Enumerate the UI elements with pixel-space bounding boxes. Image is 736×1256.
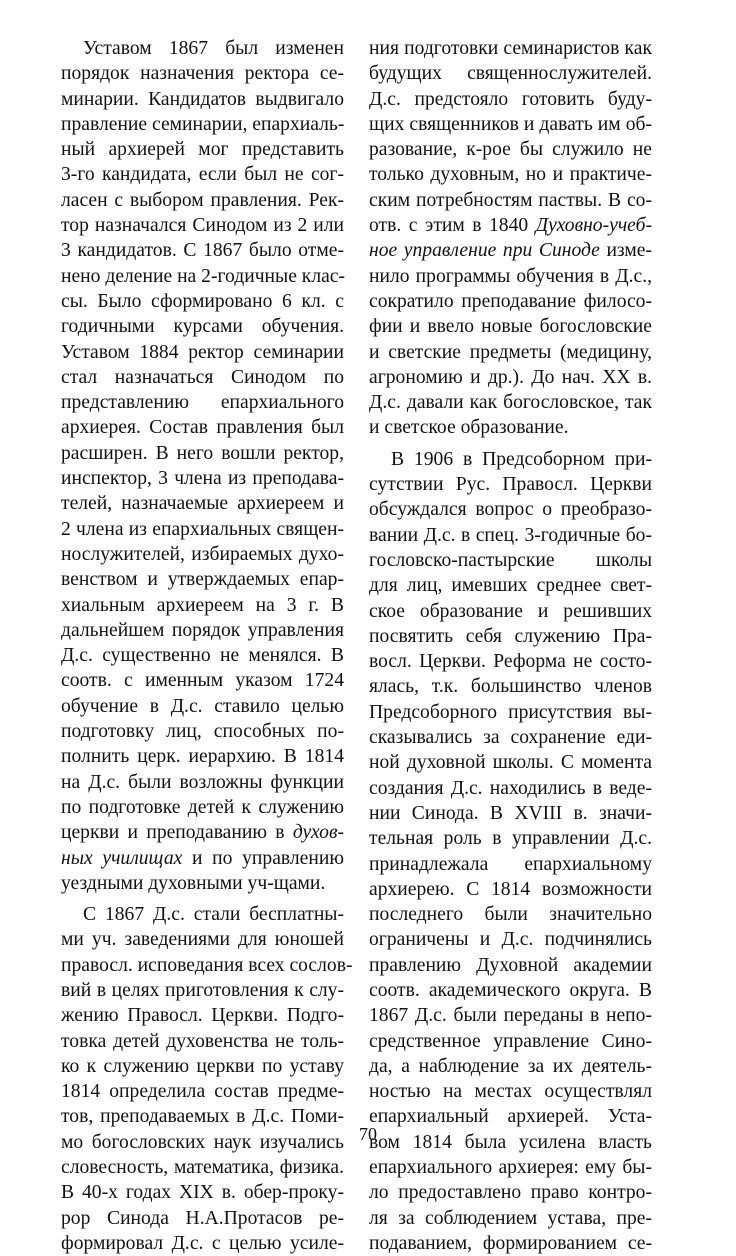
text-line: [369, 238, 652, 263]
text-line: [369, 1180, 652, 1205]
text-span: архиерея. Состав правления был: [61, 417, 344, 439]
text-span: ло предоставлено право контро-: [369, 1182, 652, 1204]
text-line: [61, 314, 344, 339]
text-line: [61, 365, 344, 390]
text-span: правосл. исповедания всех сослов-: [61, 954, 353, 976]
text-span: нии Синода. В XVIII в. значи-: [369, 802, 652, 824]
text-line: [369, 87, 652, 112]
text-line: [61, 390, 344, 415]
text-span: расширен. В него вошли ректор,: [61, 442, 344, 464]
text-span: гословско-пастырские школы: [369, 549, 652, 571]
text-line: [61, 162, 344, 187]
text-span: венством и утверждаемых епар-: [61, 569, 344, 591]
left-text-column: [61, 36, 353, 1256]
text-span: ко к служению церкви по уставу: [61, 1055, 344, 1077]
text-span: обсуждался вопрос о преобразо-: [369, 499, 652, 521]
text-line: [61, 1003, 344, 1028]
text-span: ной духовной школы. С момента: [369, 752, 652, 774]
text-line: [369, 523, 652, 548]
text-span: церкви и преподаванию в: [61, 822, 293, 844]
text-line: [369, 365, 652, 390]
text-span: соотв. академического округа. В: [369, 979, 652, 1001]
text-span: щих священников и давать им об-: [369, 113, 652, 135]
text-line: [61, 1231, 344, 1256]
text-line: [61, 238, 344, 263]
text-span: 1867 Д.с. были переданы в непо-: [369, 1005, 652, 1027]
text-span: порядок назначения ректора се-: [61, 63, 344, 85]
right-text-column: [369, 36, 652, 1256]
text-line: [61, 846, 344, 871]
text-line: [61, 820, 344, 845]
text-line: [61, 1079, 344, 1104]
text-span: дальнейшем порядок управления: [61, 619, 344, 641]
text-line: [61, 466, 344, 491]
text-line: [61, 1155, 344, 1180]
text-span: тор назначался Синодом из 2 или: [61, 215, 344, 237]
text-span: 3 кандидатов. С 1867 было отме-: [61, 240, 344, 262]
text-line: [369, 1231, 652, 1256]
text-line: [61, 137, 344, 162]
text-line: [369, 1155, 652, 1180]
text-span: Д.с. предстояло готовить буду-: [369, 88, 652, 110]
text-line: [369, 953, 652, 978]
text-span: стал назначаться Синодом по: [61, 366, 344, 388]
text-line: [61, 491, 344, 516]
text-span: восл. Церкви. Реформа не состо-: [369, 651, 652, 673]
text-line: [61, 213, 344, 238]
text-line: [369, 447, 652, 472]
text-line: [369, 826, 652, 851]
text-span: вом 1814 была усилена власть: [369, 1131, 652, 1153]
text-span: для лиц, имевших среднее свет-: [369, 575, 652, 597]
text-span: создания Д.с. находились в веде-: [369, 777, 652, 799]
text-span: подаванием, формированием се-: [369, 1232, 652, 1254]
text-line: [369, 1206, 652, 1231]
text-line: [369, 801, 652, 826]
text-line: [61, 694, 344, 719]
text-span: нено деление на 2-годичные клас-: [61, 265, 346, 287]
text-span: и светское образование.: [369, 417, 569, 439]
text-span: епархиального архиерея: ему бы-: [369, 1157, 652, 1179]
text-span: жению Правосл. Церкви. Подго-: [61, 1005, 344, 1027]
text-span: ля за соблюдением устава, пре-: [369, 1207, 652, 1229]
text-span: на Д.с. были возложны функции: [61, 771, 344, 793]
text-line: [369, 340, 652, 365]
text-span: ласен с выбором правления. Рек-: [61, 189, 344, 211]
text-line: [61, 1180, 344, 1205]
text-line: [369, 112, 652, 137]
text-span: ный архиерей мог представить: [61, 139, 344, 161]
text-span: нослужителей, избираемых духо-: [61, 543, 344, 565]
text-span: подготовку лиц, способных по-: [61, 721, 344, 743]
text-span: ния подготовки семинаристов как: [369, 38, 652, 59]
text-line: [369, 390, 652, 415]
text-span: словесность, математика, физика.: [61, 1157, 344, 1179]
text-span: да, а наблюдение за их деятель-: [369, 1055, 652, 1077]
text-span: агрономию и др.). До нач. XX в.: [369, 366, 652, 388]
text-line: [61, 61, 344, 86]
text-line: [61, 340, 344, 365]
text-span: правление семинарии, епархиаль-: [61, 113, 345, 135]
text-line: [61, 668, 344, 693]
text-line: [369, 1079, 652, 1104]
text-span: В 40-х годах XIX в. обер-проку-: [61, 1182, 344, 1204]
italic-text: духов-: [292, 822, 344, 844]
italic-text: ных училищах: [61, 847, 183, 869]
text-line: [61, 567, 344, 592]
text-line: [369, 852, 652, 877]
text-line: [61, 87, 344, 112]
text-span: телей, назначаемые архиереем и: [61, 493, 344, 515]
text-line: [61, 36, 344, 61]
text-span: В 1906 в Предсоборном при-: [391, 448, 652, 470]
text-span: фии и ввело новые богословские: [369, 316, 652, 338]
text-line: [61, 441, 344, 466]
text-span: посвятить себя служению Пра-: [369, 625, 652, 647]
text-line: [369, 750, 652, 775]
text-line: [369, 927, 652, 952]
text-span: уездными духовными уч-щами.: [61, 872, 326, 894]
text-line: [369, 599, 652, 624]
text-line: [61, 744, 344, 769]
text-span: ностью на местах осуществлял: [369, 1081, 652, 1103]
text-span: 3-го кандидата, если был не сог-: [61, 164, 344, 186]
text-span: мо богословских наук изучались: [61, 1131, 344, 1153]
text-line: [61, 542, 344, 567]
text-line: [61, 927, 344, 952]
text-line: [369, 289, 652, 314]
text-span: Д.с. давали как богословское, так: [369, 392, 652, 414]
text-line: [61, 1206, 344, 1231]
text-line: [369, 649, 652, 674]
text-line: [369, 725, 652, 750]
text-span: товка детей духовенства не толь-: [61, 1030, 344, 1052]
italic-text: Духовно-учеб-: [535, 215, 652, 237]
text-span: нило программы обучения в Д.с.,: [369, 265, 652, 287]
text-span: ским потребностям паствы. В со-: [369, 189, 652, 211]
text-line: [369, 415, 652, 440]
text-line: [369, 314, 652, 339]
text-span: инспектор, 3 члена из преподава-: [61, 468, 344, 490]
text-line: [369, 1029, 652, 1054]
text-line: [61, 795, 344, 820]
text-line: [369, 700, 652, 725]
text-line: [369, 213, 652, 238]
text-span: епархиальный архиерей. Уста-: [369, 1106, 652, 1128]
text-line: [61, 770, 344, 795]
page-number: 70: [359, 1124, 377, 1144]
text-line: [369, 36, 652, 61]
italic-text: ное управление при Синоде: [369, 240, 600, 262]
text-span: ограничены и Д.с. подчинялись: [369, 929, 652, 951]
text-span: Предсоборного присутствия вы-: [369, 701, 652, 723]
text-span: будущих священнослужителей.: [369, 63, 652, 85]
text-span: 1814 определила состав предме-: [61, 1081, 344, 1103]
text-line: [369, 902, 652, 927]
text-span: С 1867 Д.с. стали бесплатны-: [83, 904, 344, 926]
text-span: хиальным архиереем на 3 г. В: [61, 594, 344, 616]
text-line: [61, 1029, 344, 1054]
text-span: обучение в Д.с. ставило целью: [61, 695, 344, 717]
text-line: [61, 593, 344, 618]
text-span: Уставом 1867 был изменен: [83, 38, 344, 59]
text-line: [61, 719, 344, 744]
text-span: представлению епархиального: [61, 392, 344, 414]
text-line: [369, 1003, 652, 1028]
text-line: [61, 517, 344, 542]
text-span: сутствии Рус. Правосл. Церкви: [369, 474, 652, 496]
text-line: [61, 978, 344, 1003]
text-line: [369, 624, 652, 649]
text-line: [61, 1054, 344, 1079]
text-span: Уставом 1884 ректор семинарии: [61, 341, 344, 363]
text-line: [61, 643, 344, 668]
text-line: [369, 188, 652, 213]
text-line: [61, 112, 344, 137]
text-span: 2 члена из епархиальных священ-: [61, 518, 344, 540]
text-span: полнить церк. иерархию. В 1814: [61, 746, 344, 768]
text-span: и светские предметы (медицину,: [369, 341, 652, 363]
text-span: сократило преподавание филосо-: [369, 290, 652, 312]
text-span: ское образование и решивших: [369, 600, 652, 622]
text-span: соотв. с именным указом 1724: [61, 670, 344, 692]
text-span: ми уч. заведениями для юношей: [61, 929, 344, 951]
text-line: [369, 264, 652, 289]
text-line: [61, 871, 344, 896]
text-span: по подготовке детей к служению: [61, 796, 344, 818]
text-span: Д.с. существенно не менялся. В: [61, 645, 344, 667]
text-span: правлению Духовной академии: [369, 954, 652, 976]
text-span: только духовным, но и практиче-: [369, 164, 652, 186]
text-span: сы. Было сформировано 6 кл. с: [61, 290, 344, 312]
text-line: [369, 548, 652, 573]
text-line: [369, 472, 652, 497]
text-span: тельная роль в управлении Д.с.: [369, 828, 652, 850]
text-span: минарии. Кандидатов выдвигало: [61, 88, 344, 110]
text-span: разование, к-рое бы служило не: [369, 139, 652, 161]
text-line: [369, 162, 652, 187]
text-span: средственное управление Сино-: [369, 1030, 652, 1052]
text-line: [369, 61, 652, 86]
text-span: последнего были значительно: [369, 904, 652, 926]
text-span: формировал Д.с. с целью усиле-: [61, 1232, 344, 1254]
text-span: и по управлению: [182, 847, 344, 869]
text-line: [61, 953, 353, 978]
text-span: сказывались за сохранение еди-: [369, 727, 652, 749]
text-line: [369, 573, 652, 598]
text-span: тов, преподаваемых в Д.с. Поми-: [61, 1106, 344, 1128]
text-span: годичными курсами обучения.: [61, 316, 344, 338]
text-span: изме-: [599, 240, 653, 262]
text-line: [61, 415, 344, 440]
text-span: ялась, т.к. большинство членов: [369, 676, 652, 698]
text-line: [369, 1054, 652, 1079]
text-line: [61, 289, 344, 314]
text-line: [369, 137, 652, 162]
text-span: принадлежала епархиальному: [369, 853, 652, 875]
text-span: вий в целях приготовления к слу-: [61, 979, 344, 1001]
text-span: архиерею. С 1814 возможности: [369, 878, 652, 900]
text-span: вании Д.с. в спец. 3-годичные бо-: [369, 524, 652, 546]
text-line: [369, 674, 652, 699]
text-line: [61, 618, 344, 643]
text-line: [61, 902, 344, 927]
text-line: [61, 188, 344, 213]
text-line: [369, 877, 652, 902]
text-span: рор Синода Н.А.Протасов ре-: [61, 1207, 344, 1229]
text-line: [369, 497, 652, 522]
text-span: отв. с этим в 1840: [369, 215, 536, 237]
text-line: [61, 264, 344, 289]
text-line: [369, 978, 652, 1003]
text-line: [369, 776, 652, 801]
